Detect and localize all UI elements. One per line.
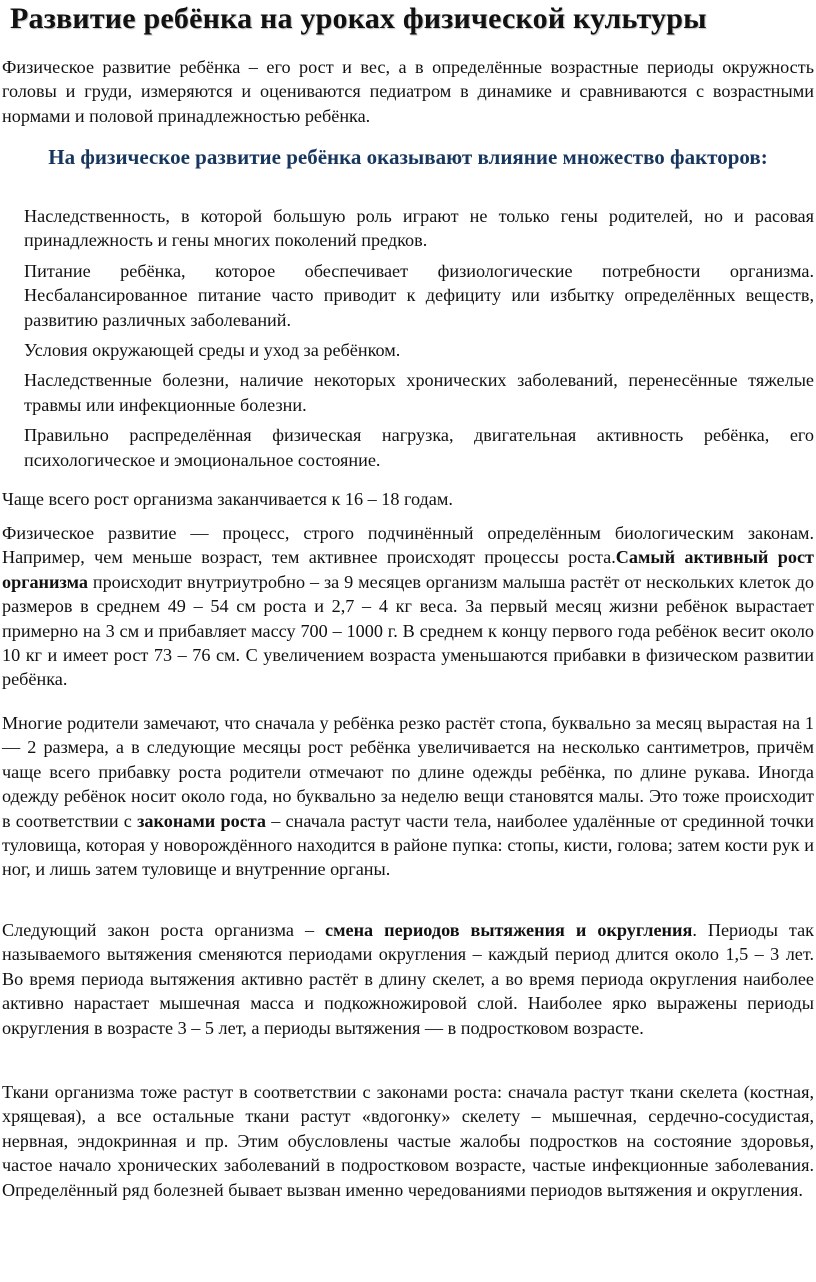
parents-text-before: Многие родители замечают, что сначала у ребёнка резко растёт стопа, буквально за месяц вырастая на 1 — 2 размера, а в следующие месяцы рост ребёнка увеличивается на несколько сантиметров, причём чаще всего прибавку роста родители отмечают по длине одежды ребёнка, по длине рукава. Иногда одежду ребёнок носит около года, но буквально за неделю вещи становятся малы. Это тоже происходит в соответствии с <box>2 713 814 831</box>
parents-paragraph <box>2 711 814 882</box>
periods-text-bold: смена периодов вытяжения и округления <box>325 920 693 940</box>
factor-item: Наследственные болезни, наличие некоторых хронических заболеваний, перенесённые тяжелые травмы или инфекционные болезни. <box>24 370 814 415</box>
process-paragraph <box>2 521 814 692</box>
factors-heading: На физическое развитие ребёнка оказывают влияние множество факторов: <box>48 145 768 169</box>
process-text-before: Физическое развитие — процесс, строго подчинённый определённым биологическим законам. Например, чем меньше возраст, тем активнее происходят процессы роста. <box>2 523 814 568</box>
page-title: Развитие ребёнка на уроках физической культуры <box>10 2 707 35</box>
intro-paragraph: Физическое развитие ребёнка – его рост и вес, а в определённые возрастные периоды окружность головы и груди, измеряются и оцениваются педиатром в динамике и сравниваются с возрастными нормами и половой принадлежностью ребёнка. <box>2 57 814 126</box>
factor-item: Правильно распределённая физическая нагрузка, двигательная активность ребёнка, его психологическое и эмоциональное состояние. <box>24 425 814 470</box>
factor-item: Условия окружающей среды и уход за ребёнком. <box>24 340 401 361</box>
factors-list <box>24 204 814 478</box>
tissues-paragraph: Ткани организма тоже растут в соответствии с законами роста: сначала растут ткани скелета (костная, хрящевая), а все остальные ткани растут «вдогонку» скелету – мышечная, сердечно-сосудистая, нервная, эндокринная и пр. Этим обусловлены частые жалобы подростков на состояние здоровья, частое начало хронических заболеваний в подростковом возрасте, частые инфекционные заболевания. Определённый ряд болезней бывает вызван именно чередованиями периодов вытяжения и округления. <box>2 1082 814 1200</box>
periods-text-after: . Периоды так называемого вытяжения сменяются периодами округления – каждый период длится около 1,5 – 3 лет. Во время периода вытяжения активно растёт в длину скелет, а во время периода округления наиболее активно нарастает мышечная масса и подкожножировой слой. Наиболее ярко выражены периоды округления в возрасте 3 – 5 лет, а периоды вытяжения — в подростковом возрасте. <box>2 920 815 1038</box>
factor-item: Питание ребёнка, которое обеспечивает физиологические потребности организма. Несбалансированное питание часто приводит к дефициту или избытку определённых веществ, развитию различных заболеваний. <box>24 260 814 330</box>
factor-item: Наследственность, в которой большую роль играют не только гены родителей, но и расовая принадлежность и гены многих поколений предков. <box>24 206 814 251</box>
process-text-bold: Самый активный рост организма <box>2 547 814 592</box>
parents-text-after: – сначала растут части тела, наиболее удалённые от срединной точки туловища, которая у новорождённого находится в районе пупка: стопы, кисти, голова; затем кости рук и ног, и лишь затем туловище и внутренние органы. <box>2 810 814 880</box>
growth-end-paragraph: Чаще всего рост организма заканчивается к 16 – 18 годам. <box>2 489 453 509</box>
parents-text-bold: законами роста <box>137 810 267 831</box>
process-text-after: происходит внутриутробно – за 9 месяцев организм малыша растёт от нескольких клеток до размеров в среднем 49 – 54 см роста и 2,7 – 4 кг веса. За первый месяц жизни ребёнок вырастает примерно на 3 см и прибавляет массу 700 – 1000 г. В среднем к концу первого года ребёнок весит около 10 кг и имеет рост 73 – 76 см. С увеличением возраста уменьшаются прибавки в физическом развитии ребёнка. <box>2 571 814 690</box>
periods-text-before: Следующий закон роста организма – <box>2 920 326 940</box>
periods-paragraph <box>2 918 814 1040</box>
